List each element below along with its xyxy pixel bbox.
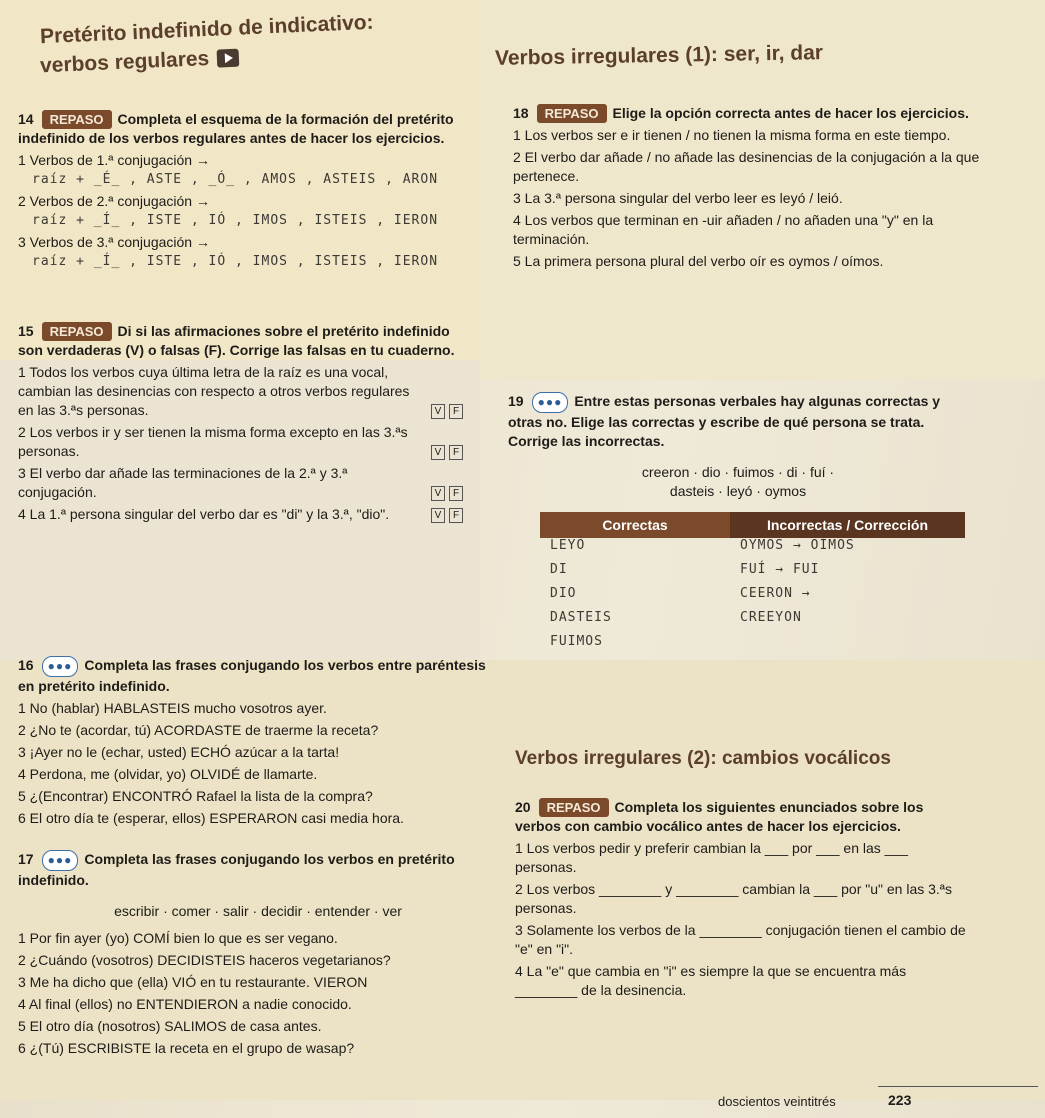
list-item: 2 ¿Cuándo (vosotros) DECIDISTEIS haceros vegetarianos?	[18, 952, 391, 968]
list-item: 1 Todos los verbos cuya última letra de la raíz es una vocal, cambian las desinencias con respecto a otros verbos regulares en las 3.ªs personas. V F	[18, 363, 473, 420]
list-item: 1 Por fin ayer (yo) COMÍ bien lo que es ser vegano.	[18, 930, 338, 946]
list-item: 1 Los verbos pedir y preferir cambian la ___ por ___ en las ___ personas.	[515, 840, 909, 875]
table-row: DI FUÍ → FUI	[550, 562, 820, 577]
true-box[interactable]: V	[431, 404, 445, 419]
list-item: 5 El otro día (nosotros) SALIMOS de casa antes.	[18, 1018, 322, 1034]
exercise-17	[18, 850, 498, 1058]
word-list-line-1: creeron · dio · fuimos · di · fuí ·	[641, 464, 835, 480]
page-number: 223	[888, 1092, 912, 1108]
column-header-incorrectas: Incorrectas / Corrección	[730, 512, 965, 538]
table-header	[540, 512, 965, 538]
exercise-number: 17	[18, 851, 34, 867]
list-item: 3 ¡Ayer no le (echar, usted) ECHÓ azúcar a la tarta!	[18, 744, 340, 760]
exercise-18	[513, 104, 983, 271]
repaso-tag: REPASO	[539, 798, 609, 817]
table-row: DIO CEERON →	[550, 586, 811, 601]
difficulty-dots: ●●●	[42, 656, 79, 677]
exercise-16	[18, 656, 488, 828]
section-heading: Verbos irregulares (2): cambios vocálicos	[515, 748, 891, 769]
list-item: 5 La primera persona plural del verbo oír es oymos / oímos.	[513, 253, 884, 269]
page-title: Pretérito indefinido de indicativo:	[39, 10, 375, 49]
list-item: 4 La "e" que cambia en "i" es siempre la que se encuentra más ________ de la desinencia.	[515, 963, 907, 998]
false-box[interactable]: F	[449, 508, 463, 523]
list-item: 3 Solamente los verbos de la ________ conjugación tienen el cambio de "e" en "i".	[515, 922, 966, 957]
exercise-20	[515, 798, 970, 1000]
list-item: 4 Al final (ellos) no ENTENDIERON a nadie conocido.	[18, 996, 352, 1012]
false-box[interactable]: F	[449, 404, 463, 419]
list-item: 2 Verbos de 2.ª conjugación → raíz + _Í_ , ISTE , IÓ , IMOS , ISTEIS , IERON	[18, 193, 439, 228]
true-box[interactable]: V	[431, 486, 445, 501]
table-row: DASTEIS CREEYON	[550, 610, 802, 625]
exercise-14	[18, 110, 458, 271]
list-item: 3 Verbos de 3.ª conjugación → raíz + _Í_ , ISTE , IÓ , IMOS , ISTEIS , IERON	[18, 234, 439, 269]
answer-table	[540, 512, 965, 658]
exercise-number: 19	[508, 393, 524, 409]
exercise-instruction: Elige la opción correcta antes de hacer los ejercicios.	[612, 105, 969, 121]
footer-divider	[878, 1086, 1038, 1087]
list-item: 1 Verbos de 1.ª conjugación → raíz + _É_ , ASTE , _Ó_ , AMOS , ASTEIS , ARON	[18, 152, 439, 187]
repaso-tag: REPASO	[42, 110, 112, 129]
list-item: 4 La 1.ª persona singular del verbo dar es "di" y la 3.ª, "dio". V F	[18, 505, 473, 524]
exercise-instruction: Entre estas personas verbales hay algunas correctas y otras no. Elige las correctas y escribe de qué persona se trata. Corrige las incorrectas.	[508, 393, 941, 449]
list-item: 3 La 3.ª persona singular del verbo leer es leyó / leió.	[513, 190, 843, 206]
difficulty-dots: ●●●	[532, 392, 569, 413]
exercise-number: 18	[513, 105, 529, 121]
exercise-number: 15	[18, 323, 34, 339]
repaso-tag: REPASO	[42, 322, 112, 341]
difficulty-dots: ●●●	[42, 850, 79, 871]
exercise-15	[18, 322, 473, 524]
list-item: 3 Me ha dicho que (ella) VIÓ en tu restaurante. VIERON	[18, 974, 368, 990]
list-item: 2 Los verbos ________ y ________ cambian la ___ por "u" en las 3.ªs personas.	[515, 881, 952, 916]
list-item: 2 Los verbos ir y ser tienen la misma forma excepto en las 3.ªs personas. V F	[18, 423, 473, 461]
column-header-correctas: Correctas	[540, 512, 730, 538]
exercise-number: 14	[18, 111, 34, 127]
exercise-19	[508, 392, 968, 501]
subtitle-text: verbos regulares	[39, 46, 210, 78]
repaso-tag: REPASO	[537, 104, 607, 123]
list-item: 4 Perdona, me (olvidar, yo) OLVIDÉ de llamarte.	[18, 766, 318, 782]
exercise-instruction: Di si las afirmaciones sobre el pretérito indefinido son verdaderas (V) o falsas (F). Corrige las falsas en tu cuaderno.	[18, 323, 455, 358]
list-item: 5 ¿(Encontrar) ENCONTRÓ Rafael la lista de la compra?	[18, 788, 373, 804]
play-icon[interactable]	[217, 49, 240, 68]
exercise-instruction: Completa las frases conjugando los verbos entre paréntesis en pretérito indefinido.	[18, 657, 486, 694]
page-number-words: doscientos veintitrés	[718, 1094, 836, 1109]
list-item: 4 Los verbos que terminan en -uir añaden / no añaden una "y" en la terminación.	[513, 212, 934, 247]
verb-list: escribir · comer · salir · decidir · entender · ver	[114, 903, 402, 919]
exercise-number: 16	[18, 657, 34, 673]
exercise-instruction: Completa las frases conjugando los verbos en pretérito indefinido.	[18, 851, 455, 888]
table-row: FUIMOS	[550, 634, 603, 649]
exercise-number: 20	[515, 799, 531, 815]
irregular-title: Verbos irregulares (1): ser, ir, dar	[494, 41, 824, 70]
false-box[interactable]: F	[449, 486, 463, 501]
true-box[interactable]: V	[431, 508, 445, 523]
list-item: 1 No (hablar) HABLASTEIS mucho vosotros ayer.	[18, 700, 327, 716]
list-item: 1 Los verbos ser e ir tienen / no tienen la misma forma en este tiempo.	[513, 127, 951, 143]
list-item: 2 ¿No te (acordar, tú) ACORDASTE de traerme la receta?	[18, 722, 379, 738]
word-list-line-2: dasteis · leyó · oymos	[669, 483, 807, 499]
table-row: LEYÓ OYMOS → OÍMOS	[550, 538, 855, 553]
list-item: 3 El verbo dar añade las terminaciones de la 2.ª y 3.ª conjugación. V F	[18, 464, 473, 502]
false-box[interactable]: F	[449, 445, 463, 460]
list-item: 6 El otro día te (esperar, ellos) ESPERARON casi media hora.	[18, 810, 404, 826]
exercise-instruction: Completa el esquema de la formación del pretérito indefinido de los verbos regulares antes de hacer los ejercicios.	[18, 111, 454, 146]
exercise-instruction: Completa los siguientes enunciados sobre los verbos con cambio vocálico antes de hacer los ejercicios.	[515, 799, 924, 834]
list-item: 6 ¿(Tú) ESCRIBISTE la receta en el grupo de wasap?	[18, 1040, 355, 1056]
list-item: 2 El verbo dar añade / no añade las desinencias de la conjugación a la que pertenece.	[513, 149, 980, 184]
true-box[interactable]: V	[431, 445, 445, 460]
